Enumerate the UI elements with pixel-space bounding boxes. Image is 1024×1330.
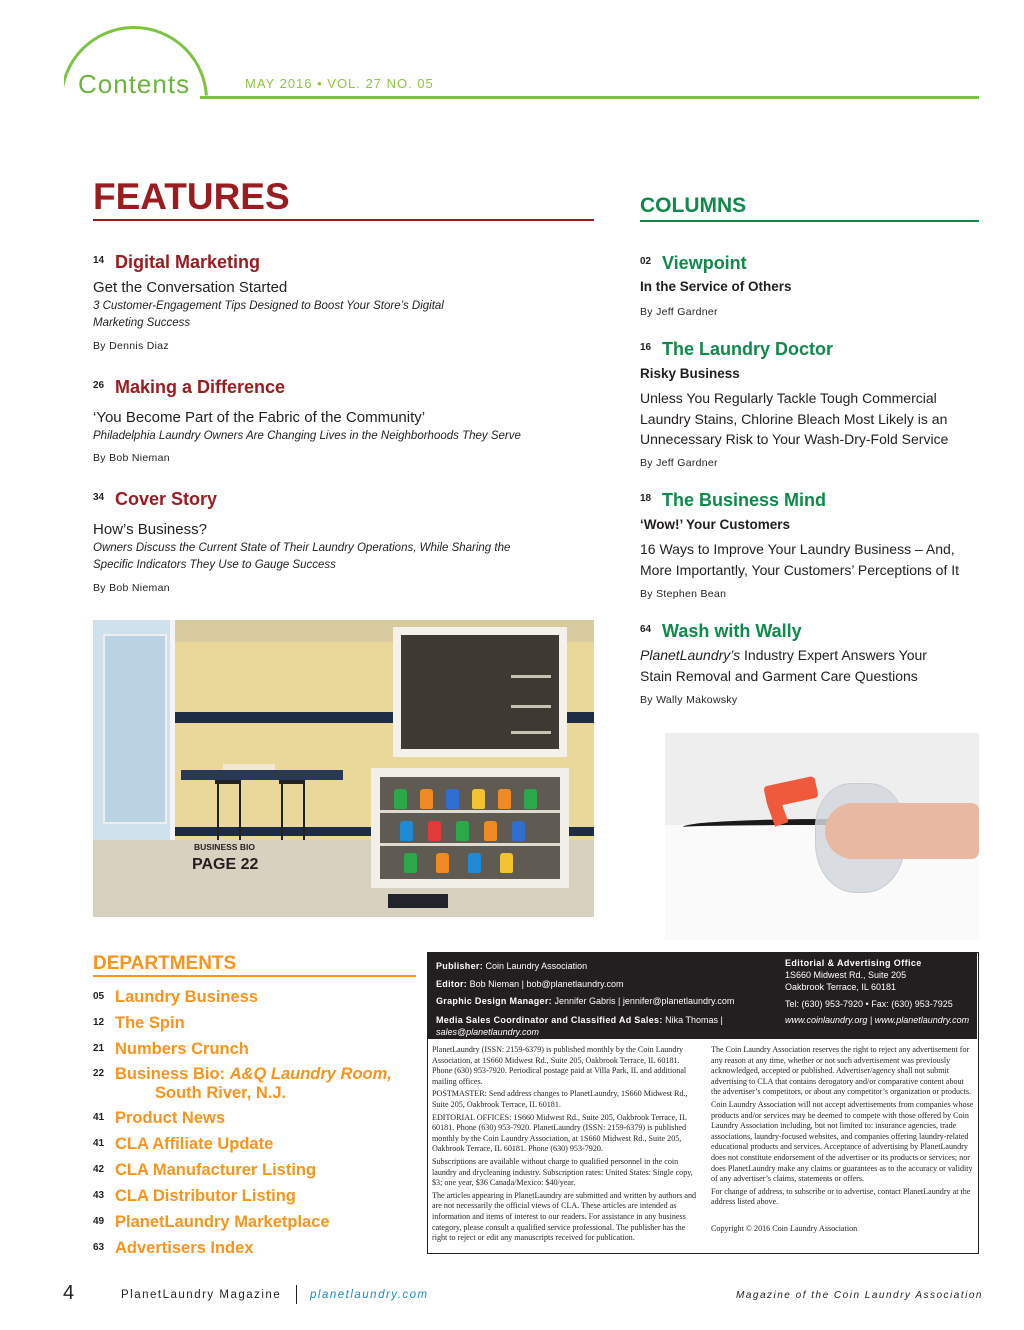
department-title-italic: A&Q Laundry Room, [229, 1065, 392, 1083]
photo-product [468, 853, 481, 873]
photo-stool-leg [281, 784, 283, 840]
publisher-name: Coin Laundry Association [485, 961, 588, 971]
photo-counter [181, 770, 343, 780]
masthead-legal-left [432, 1045, 700, 1246]
feature-byline: By Bob Nieman [93, 582, 170, 594]
photo-stool-leg [303, 784, 305, 840]
column-deck-magazine-name: PlanetLaundry’s [640, 647, 741, 663]
masthead-box [427, 952, 979, 1254]
header-rule [200, 96, 979, 99]
editor-contact[interactable]: Bob Nieman | bob@planetlaundry.com [469, 978, 624, 989]
photo-product [512, 821, 525, 841]
department-page-number: 22 [93, 1068, 105, 1079]
department-page-number: 12 [93, 1017, 105, 1028]
department-page-number: 42 [93, 1164, 105, 1175]
features-rule [93, 219, 594, 221]
stain-spray-photo[interactable] [665, 733, 979, 940]
features-heading: FEATURES [93, 176, 290, 217]
columns-heading: COLUMNS [640, 194, 747, 217]
legal-paragraph: EDITORIAL OFFICES: 1S660 Midwest Rd., Suite 205, Oakbrook Terrace, IL 60181. Phone (630) 953-7920. PlanetLaundry (ISSN: 2159-6379) is published monthly by the Coin Laundry Association, at 1S660 Midwest Rd., Suite 205, Oakbrook Terrace, IL 60181. Phone (630) 953-7920. [432, 1112, 687, 1154]
department-title[interactable]: CLA Affiliate Update [115, 1135, 274, 1153]
feature-subdeck: 3 Customer-Engagement Tips Designed to Boost Your Store’s Digital Marketing Success [93, 300, 444, 329]
office-heading: Editorial & Advertising Office [785, 958, 922, 968]
editor-label: Editor: [436, 978, 468, 989]
column-headline: In the Service of Others [640, 279, 792, 294]
photo-hand [825, 803, 979, 859]
feature-page-number: 14 [93, 255, 105, 266]
feature-byline: By Dennis Diaz [93, 340, 169, 352]
department-page-number: 49 [93, 1216, 105, 1227]
column-headline: ‘Wow!’ Your Customers [640, 517, 791, 532]
legal-paragraph: The articles appearing in PlanetLaundry are submitted and written by authors and are not necessarily the official views of CLA. These articles are intended as information and items of interest to our readers. For assistance in any business category, please consult a qualified service professional. The publisher has the right to reject or edit any manuscripts received for publication. [432, 1190, 697, 1243]
department-title[interactable]: The Spin [115, 1014, 185, 1032]
photo-spray-trigger [763, 776, 818, 808]
photo-detergent-case [371, 768, 569, 888]
header-arc-gap [58, 60, 64, 100]
photo-product [524, 789, 537, 809]
media-label: Media Sales Coordinator and Classified Ad Sales: [436, 1014, 663, 1025]
departments-rule [93, 975, 416, 977]
masthead-office [785, 957, 975, 1026]
issue-date: MAY 2016 • VOL. 27 NO. 05 [245, 76, 434, 91]
photo-stool-leg [217, 784, 219, 840]
publisher-label: Publisher: [436, 961, 484, 971]
media-email[interactable]: sales@planetlaundry.com [436, 1026, 540, 1037]
photo-product [400, 821, 413, 841]
feature-title[interactable]: Cover Story [115, 489, 218, 509]
photo-product [472, 789, 485, 809]
department-title[interactable]: Numbers Crunch [115, 1040, 249, 1058]
feature-title[interactable]: Digital Marketing [115, 252, 261, 272]
photo-caption-page: PAGE 22 [192, 856, 259, 873]
masthead-header [428, 953, 977, 1039]
feature-page-number: 26 [93, 380, 105, 391]
column-page-number: 16 [640, 342, 652, 353]
column-byline: By Jeff Gardner [640, 457, 718, 469]
legal-paragraph: POSTMASTER: Send address changes to PlanetLaundry, 1S660 Midwest Rd., Suite 205, Oakbrook Terrace, IL 60181. [432, 1089, 688, 1109]
feature-subdeck: Philadelphia Laundry Owners Are Changing Lives in the Neighborhoods They Serve [93, 430, 521, 442]
photo-product [394, 789, 407, 809]
department-page-number: 43 [93, 1190, 105, 1201]
department-title-prefix: Business Bio: [115, 1065, 226, 1083]
feature-byline: By Bob Nieman [93, 452, 170, 464]
photo-product [420, 789, 433, 809]
photo-shelf [511, 731, 551, 734]
column-page-number: 64 [640, 624, 652, 635]
column-deck [640, 645, 960, 686]
feature-title[interactable]: Making a Difference [115, 377, 286, 397]
department-title[interactable]: CLA Distributor Listing [115, 1187, 296, 1205]
feature-page-number: 34 [93, 492, 105, 503]
photo-product [498, 789, 511, 809]
department-title[interactable]: CLA Manufacturer Listing [115, 1161, 317, 1179]
column-title[interactable]: The Business Mind [662, 490, 827, 510]
copyright: Copyright © 2016 Coin Laundry Association [711, 1223, 858, 1233]
department-title[interactable]: Advertisers Index [115, 1239, 254, 1257]
column-byline: By Wally Makowsky [640, 694, 738, 706]
department-title[interactable]: Product News [115, 1109, 226, 1127]
photo-product [484, 821, 497, 841]
legal-paragraph: PlanetLaundry (ISSN: 2159-6379) is published monthly by the Coin Laundry Association, at 1S660 Midwest Rd., Suite 205, Oakbrook Terrace, IL 60181. Phone (630) 953-7920. Periodical postage paid at Villa Park, IL and additional mailing offices. [432, 1045, 687, 1086]
department-title[interactable]: PlanetLaundry Marketplace [115, 1213, 330, 1231]
design-label: Graphic Design Manager: [436, 996, 552, 1006]
department-page-number: 41 [93, 1138, 105, 1149]
legal-paragraph: For change of address, to subscribe or to advertise, contact PlanetLaundry at the address listed above. [711, 1186, 971, 1207]
column-title[interactable]: Viewpoint [662, 253, 747, 273]
column-deck: Unless You Regularly Tackle Tough Commercial Laundry Stains, Chlorine Bleach Most Likely is an Unnecessary Risk to Your Wash-Dry-Fold Service [640, 390, 949, 447]
office-address-line2: Oakbrook Terrace, IL 60181 [785, 982, 897, 992]
department-page-number: 63 [93, 1242, 105, 1253]
photo-window-pane [103, 634, 167, 824]
column-byline: By Stephen Bean [640, 588, 727, 600]
office-address-line1: 1S660 Midwest Rd., Suite 205 [785, 970, 907, 980]
magazine-url[interactable]: planetlaundry.com [310, 1289, 429, 1301]
column-headline: Risky Business [640, 366, 740, 381]
department-page-number: 41 [93, 1112, 105, 1123]
column-byline: By Jeff Gardner [640, 306, 718, 318]
page-number: 4 [63, 1282, 75, 1304]
footer-tagline: Magazine of the Coin Laundry Association [736, 1290, 983, 1301]
photo-product [456, 821, 469, 841]
columns-rule [640, 220, 979, 222]
legal-paragraph: Subscriptions are available without charge to qualified personnel in the coin laundry and drycleaning industry. Subscription rates: United States: Single copy, $3; one year, $36 Canada/Mexico: $40/year. [432, 1156, 693, 1188]
department-title-line2: South River, N.J. [155, 1084, 287, 1102]
photo-caption-label: BUSINESS BIO [194, 842, 255, 852]
feature-deck: Get the Conversation Started [93, 279, 288, 296]
photo-product [404, 853, 417, 873]
magazine-name: PlanetLaundry Magazine [121, 1289, 282, 1301]
header-arc-decoration [60, 26, 208, 174]
design-contact[interactable]: Jennifer Gabris | jennifer@planetlaundry.com [554, 996, 735, 1006]
photo-product [428, 821, 441, 841]
photo-stool-leg [239, 784, 241, 840]
photo-window [93, 620, 175, 840]
feature-deck: ‘You Become Part of the Fabric of the Community’ [93, 409, 426, 426]
departments-heading: DEPARTMENTS [93, 953, 237, 974]
office-phone: Tel: (630) 953-7920 • Fax: (630) 953-7925 [785, 999, 953, 1009]
photo-papers [223, 764, 275, 770]
column-deck: 16 Ways to Improve Your Laundry Business – And, More Importantly, Your Customers’ Perceptions of It [640, 541, 960, 578]
feature-deck: How’s Business? [93, 521, 207, 538]
photo-product [436, 853, 449, 873]
column-page-number: 18 [640, 493, 652, 504]
photo-floor-mat [388, 894, 448, 908]
photo-shelf [380, 843, 560, 846]
feature-subdeck: Owners Discuss the Current State of Their Laundry Operations, While Sharing the Specific Indicators They Use to Gauge Success [93, 542, 511, 571]
column-deck-text: Industry Expert Answers Your Stain Removal and Garment Care Questions [640, 647, 927, 684]
department-title[interactable] [115, 1065, 392, 1084]
legal-paragraph: Coin Laundry Association will not accept advertisements from companies whose products and/or services may be deemed to compete with those offered by Coin Laundry Association including, but not limited to: insurance agencies, trade associations, laundry-focused websites, and companies offering laundry-related educational products and services. Acceptance of advertising by PlanetLaundry does not constitute endorsement of the advertiser or its products or services; nor does PlanetLaundry make any claims or guarantees as to the accuracy or validity of any advertiser’s claims, statements or offers. [711, 1099, 974, 1184]
column-page-number: 02 [640, 256, 652, 267]
section-title: Contents [78, 69, 191, 99]
department-page-number: 05 [93, 991, 105, 1002]
photo-wall-opening [393, 627, 567, 757]
masthead-staff [436, 958, 776, 1038]
business-bio-photo[interactable] [93, 620, 594, 917]
photo-shelf [380, 810, 560, 813]
office-websites[interactable]: www.coinlaundry.org | www.planetlaundry.com [785, 1015, 970, 1025]
media-contact: Nika Thomas | [665, 1014, 723, 1025]
column-title[interactable]: Wash with Wally [662, 621, 802, 641]
department-page-number: 21 [93, 1043, 105, 1054]
department-title[interactable]: Laundry Business [115, 988, 259, 1006]
photo-product [500, 853, 513, 873]
legal-paragraph: The Coin Laundry Association reserves the right to reject any advertisement for any reason at any time, whether or not such advertisement was previously acknowledged, accepted or published. Advertiser/agency shall not submit advertising to CLA that contains derogatory and/or comparative content about the advertiser’s competitors, or about any competitor’s organization or products. [711, 1045, 972, 1097]
masthead-legal-right [711, 1045, 975, 1237]
footer-divider [296, 1285, 297, 1304]
photo-shelf [511, 675, 551, 678]
photo-product [446, 789, 459, 809]
photo-shelf [511, 705, 551, 708]
column-title[interactable]: The Laundry Doctor [662, 339, 834, 359]
